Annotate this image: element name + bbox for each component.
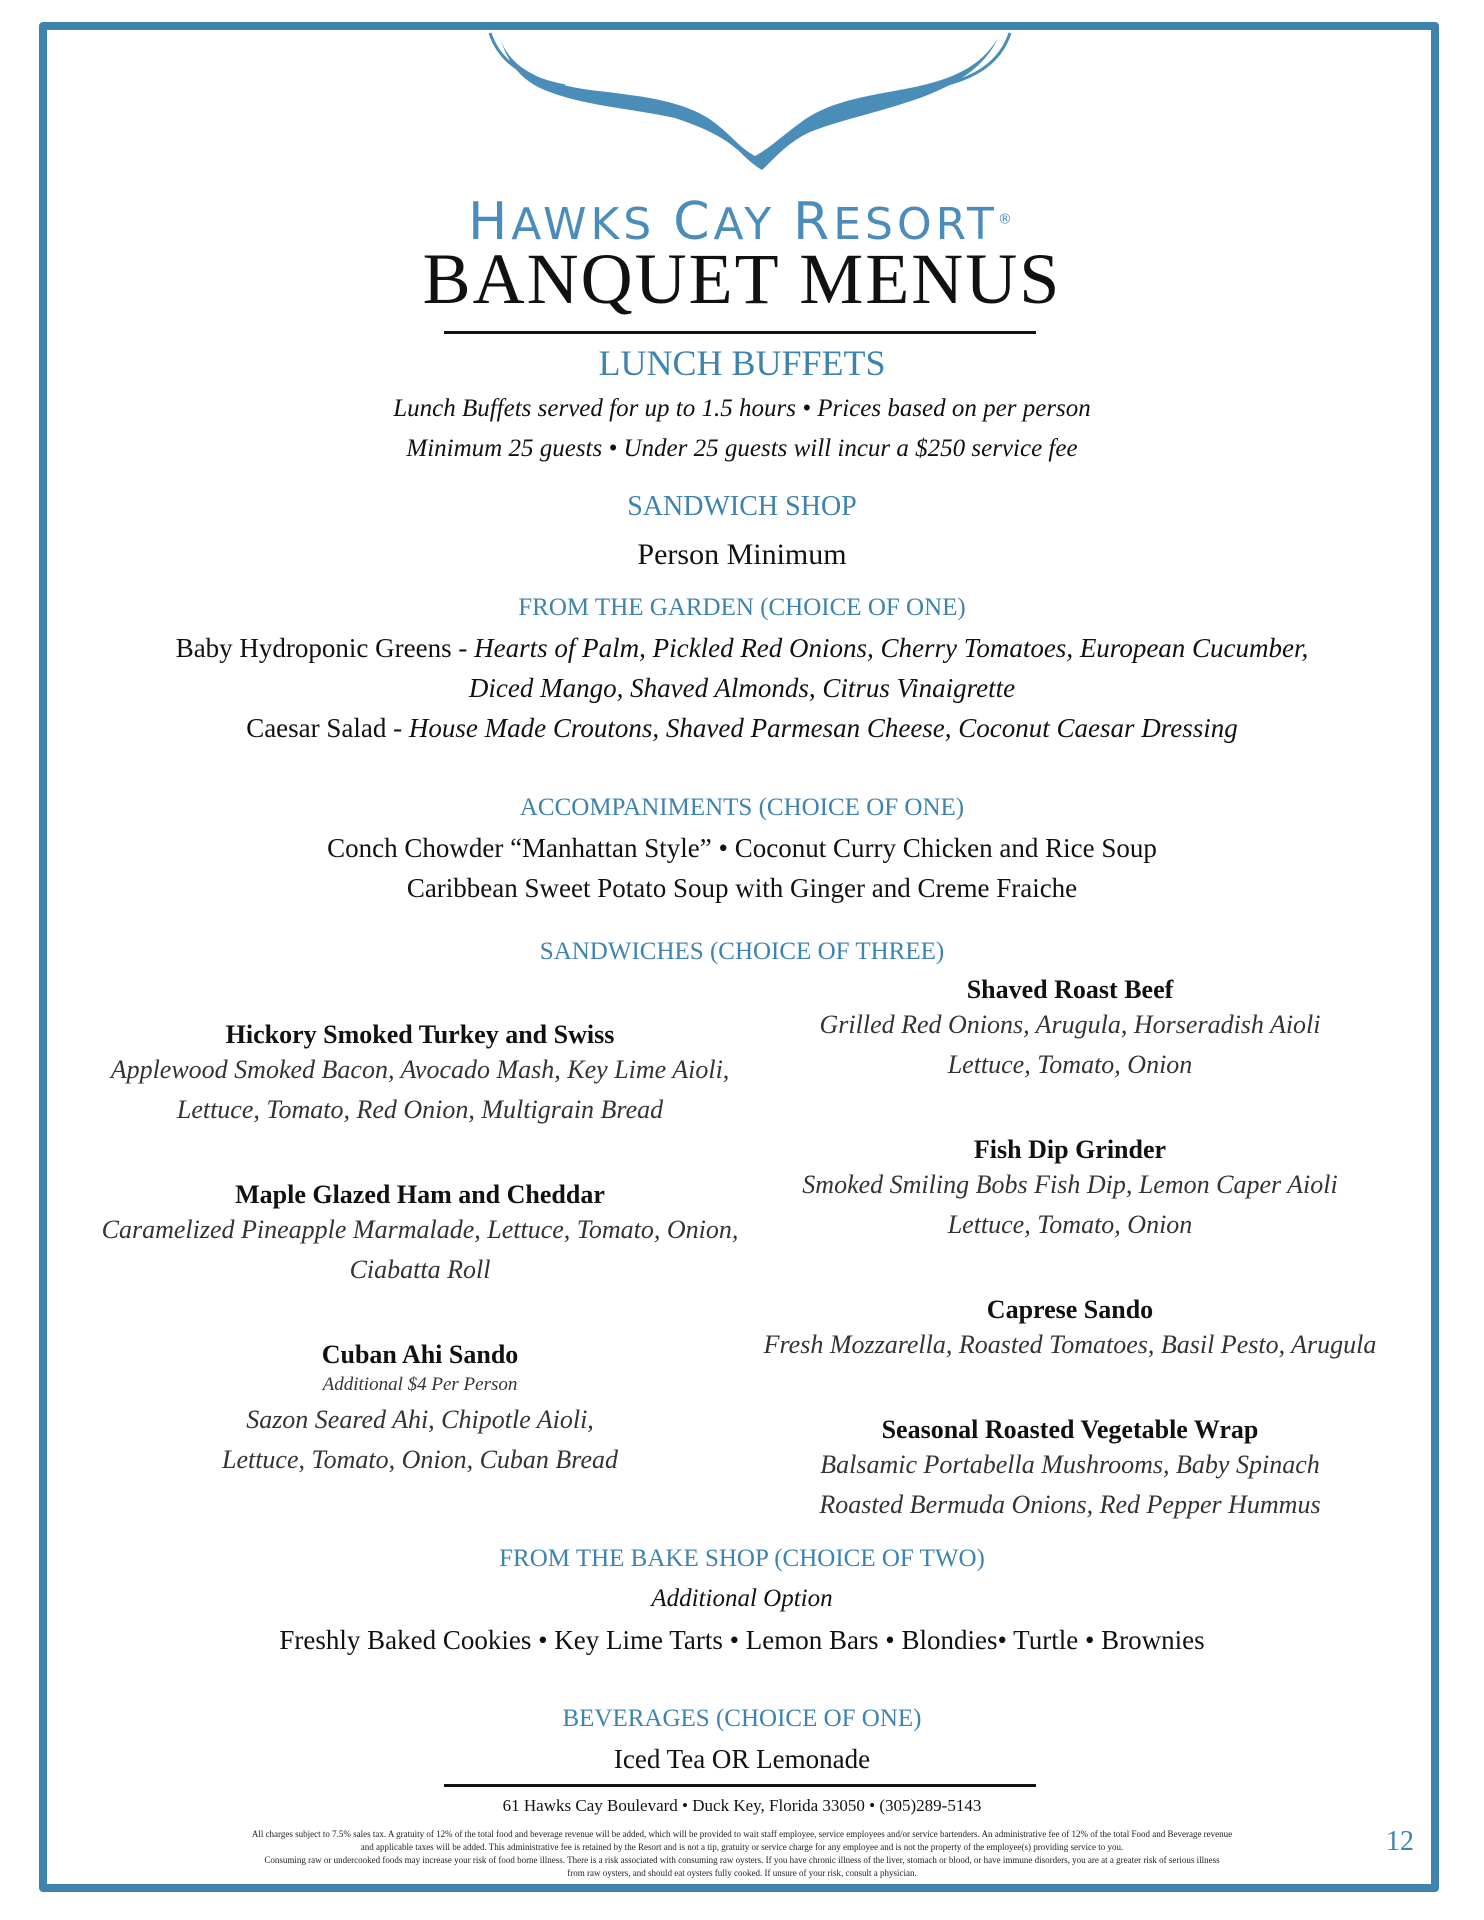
sandwich-note: Additional $4 Per Person — [322, 1374, 518, 1395]
sandwich-desc: Lettuce, Tomato, Onion — [947, 1050, 1193, 1079]
sandwich-desc: Balsamic Portabella Mushrooms, Baby Spinach — [820, 1450, 1320, 1479]
sandwich-desc: Smoked Smiling Bobs Fish Dip, Lemon Caper Aioli — [802, 1170, 1338, 1199]
sandwich-desc: Lettuce, Tomato, Red Onion, Multigrain Bread — [176, 1095, 664, 1124]
sandwich-desc: Grilled Red Onions, Arugula, Horseradish Aioli — [819, 1010, 1321, 1039]
beverages-heading: BEVERAGES (CHOICE OF ONE) — [562, 1705, 922, 1732]
accompaniments-line: Conch Chowder “Manhattan Style” • Coconut Curry Chicken and Rice Soup — [327, 833, 1157, 863]
brand-text: AY — [713, 199, 794, 250]
sandwich-item — [90, 1180, 750, 1290]
sandwich-name: Seasonal Roasted Vegetable Wrap — [881, 1415, 1259, 1444]
bakeshop-note: Additional Option — [651, 1585, 833, 1612]
sandwich-name: Hickory Smoked Turkey and Swiss — [225, 1020, 615, 1049]
fine-print-line: and applicable taxes will be added. This administrative fee is retained by the Resort and is not a tip, gratuity or service charge for any employee and is not the property of the employee(s) providing service to you. — [360, 1842, 1124, 1852]
sandwich-desc: Caramelized Pineapple Marmalade, Lettuce, Tomato, Onion, — [101, 1215, 739, 1244]
item-name: Baby Hydroponic Greens - — [175, 633, 475, 663]
sandwich-item — [745, 1295, 1395, 1365]
sandwich-desc: Applewood Smoked Bacon, Avocado Mash, Key Lime Aioli, — [110, 1055, 730, 1084]
accompaniments-heading: ACCOMPANIMENTS (CHOICE OF ONE) — [519, 794, 965, 821]
sandwich-item — [745, 1415, 1395, 1525]
sandwich-item — [745, 975, 1395, 1085]
fine-print-line: All charges subject to 7.5% sales tax. A gratuity of 12% of the total food and beverage revenue will be added, which will be provided to wait staff employee, service employees and/or service bartenders. An administrative fee of 12% of the total Food and Beverage revenue — [251, 1829, 1233, 1839]
brand-letter: C — [673, 192, 714, 252]
menu-name: SANDWICH SHOP — [627, 491, 857, 522]
intro-line: Lunch Buffets served for up to 1.5 hours • Prices based on per person — [393, 395, 1091, 422]
brand-text: ESORT — [833, 199, 998, 250]
sandwich-name: Cuban Ahi Sando — [321, 1340, 519, 1369]
item-name: Caesar Salad - — [246, 713, 409, 743]
sandwich-name: Fish Dip Grinder — [973, 1135, 1167, 1164]
item-desc: House Made Croutons, Shaved Parmesan Cheese, Coconut Caesar Dressing — [408, 713, 1238, 743]
section-heading: LUNCH BUFFETS — [598, 343, 886, 383]
sandwich-name: Shaved Roast Beef — [966, 975, 1174, 1004]
garden-heading: FROM THE GARDEN (CHOICE OF ONE) — [518, 594, 966, 621]
menu-subtitle: Person Minimum — [637, 538, 847, 571]
fine-print-line: Consuming raw or undercooked foods may increase your risk of food borne illness. There is a risk associated with consuming raw oysters. If you have chronic illness of the liver, stomach or blood, or have immune disorders, you are at a greater risk of serious illness — [264, 1855, 1220, 1865]
page-title: BANQUET MENUS — [422, 239, 1062, 319]
hawk-logo-icon — [470, 28, 1030, 178]
sandwich-desc: Fresh Mozzarella, Roasted Tomatoes, Basil Pesto, Arugula — [763, 1330, 1377, 1359]
beverages-items: Iced Tea OR Lemonade — [613, 1744, 871, 1774]
brand-letter: H — [468, 192, 512, 252]
sandwiches-heading: SANDWICHES (CHOICE OF THREE) — [539, 938, 945, 965]
brand-text: AWKS — [511, 199, 674, 250]
sandwich-desc: Ciabatta Roll — [349, 1255, 491, 1284]
garden-item — [0, 713, 1484, 744]
title-divider — [444, 331, 1036, 334]
footer-divider — [444, 1784, 1036, 1787]
footer-fine-print — [100, 1828, 1384, 1880]
sandwich-desc: Lettuce, Tomato, Onion — [947, 1210, 1193, 1239]
accompaniments-line: Caribbean Sweet Potato Soup with Ginger and Creme Fraiche — [406, 873, 1078, 903]
bakeshop-items: Freshly Baked Cookies • Key Lime Tarts • Lemon Bars • Blondies• Turtle • Brownies — [279, 1625, 1205, 1655]
sandwich-desc: Roasted Bermuda Onions, Red Pepper Hummus — [819, 1490, 1321, 1519]
intro-line: Minimum 25 guests • Under 25 guests will incur a $250 service fee — [406, 435, 1078, 462]
page-number: 12 — [1386, 1826, 1414, 1857]
sandwich-name: Maple Glazed Ham and Cheddar — [235, 1180, 605, 1209]
brand-letter: R — [793, 192, 834, 252]
registered-mark: ® — [997, 211, 1016, 228]
garden-item-desc: Diced Mango, Shaved Almonds, Citrus Vinaigrette — [468, 673, 1016, 703]
sandwich-desc: Lettuce, Tomato, Onion, Cuban Bread — [221, 1445, 619, 1474]
sandwich-item — [90, 1340, 750, 1480]
sandwich-item — [90, 1020, 750, 1130]
sandwich-desc: Sazon Seared Ahi, Chipotle Aioli, — [246, 1405, 594, 1434]
sandwich-item — [745, 1135, 1395, 1245]
garden-item — [0, 633, 1484, 664]
fine-print-line: from raw oysters, and should eat oysters fully cooked. If unsure of your risk, consult a physician. — [567, 1868, 917, 1878]
sandwich-name: Caprese Sando — [986, 1295, 1154, 1324]
bakeshop-heading: FROM THE BAKE SHOP (CHOICE OF TWO) — [499, 1545, 985, 1572]
footer-address: 61 Hawks Cay Boulevard • Duck Key, Florida 33050 • (305)289-5143 — [502, 1796, 982, 1815]
item-desc: Hearts of Palm, Pickled Red Onions, Cherry Tomatoes, European Cucumber, — [474, 633, 1309, 663]
